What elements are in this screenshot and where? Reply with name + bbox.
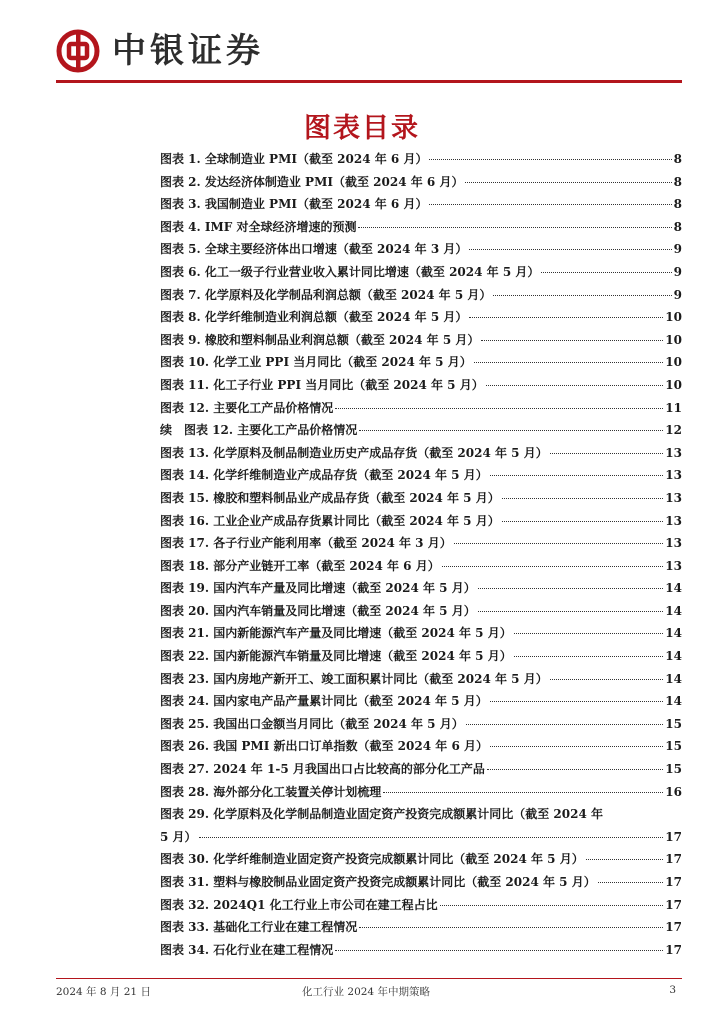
toc-entry-title: 图表 7. 化学原料及化学制品利润总额（截至 2024 年 5 月） (160, 287, 492, 302)
footer-divider (56, 978, 682, 979)
toc-dot-leader (442, 566, 664, 567)
toc-dot-leader (359, 927, 663, 928)
toc-dot-leader (486, 385, 664, 386)
toc-entry-title: 图表 6. 化工一级子行业营业收入累计同比增速（截至 2024 年 5 月） (160, 264, 540, 279)
toc-page-number: 10 (665, 377, 682, 392)
toc-entry[interactable] (160, 489, 682, 512)
brand-name: 中银证券 (112, 31, 264, 71)
toc-entry-title: 图表 33. 基础化工行业在建工程情况 (160, 920, 358, 935)
toc-page-number: 17 (665, 897, 682, 912)
toc-dot-leader (514, 633, 664, 634)
toc-entry[interactable] (160, 173, 682, 196)
toc-entry-title: 图表 28. 海外部分化工装置关停计划梳理 (160, 784, 382, 799)
toc-page-number: 8 (673, 152, 682, 166)
toc-page-number: 15 (665, 739, 682, 754)
toc-entry[interactable] (160, 308, 682, 331)
toc-entry[interactable] (160, 760, 682, 783)
toc-dot-leader (358, 227, 671, 228)
toc-page-number: 17 (665, 829, 682, 844)
toc-page-number: 13 (665, 558, 682, 573)
toc-entry-title: 图表 12. 主要化工产品价格情况 (160, 400, 334, 415)
page-title: 图表目录 (304, 113, 420, 144)
toc-dot-leader (502, 498, 664, 499)
toc-entry-title: 图表 27. 2024 年 1-5 月我国出口占比较高的部分化工产品 (160, 762, 485, 777)
toc-dot-leader (454, 543, 664, 544)
toc-dot-leader (481, 340, 663, 341)
toc-page-number: 15 (665, 762, 682, 777)
toc-entry-title: 图表 20. 国内汽车销量及同比增速（截至 2024 年 5 月） (160, 603, 476, 618)
toc-entry-title: 图表 25. 我国出口金额当月同比（截至 2024 年 5 月） (160, 716, 464, 731)
toc-entry[interactable] (160, 579, 682, 602)
toc-page-number: 14 (665, 671, 682, 686)
toc-dot-leader (469, 317, 663, 318)
toc-entry[interactable] (160, 557, 682, 580)
toc-entry[interactable] (160, 444, 682, 467)
toc-entry[interactable] (160, 534, 682, 557)
toc-entry-title: 图表 11. 化工子行业 PPI 当月同比（截至 2024 年 5 月） (160, 377, 484, 392)
toc-entry[interactable] (160, 918, 682, 941)
toc-entry[interactable] (160, 240, 682, 263)
toc-entry-title: 图表 2. 发达经济体制造业 PMI（截至 2024 年 6 月） (160, 174, 464, 189)
toc-page-number: 13 (665, 490, 682, 505)
toc-dot-leader (478, 611, 664, 612)
toc-page-number: 8 (673, 219, 682, 234)
toc-page-number: 13 (665, 468, 682, 483)
toc-entry[interactable] (160, 263, 682, 286)
toc-entry-title: 图表 23. 国内房地产新开工、竣工面积累计同比（截至 2024 年 5 月） (160, 671, 548, 686)
toc-entry-title: 图表 30. 化学纤维制造业固定资产投资完成额累计同比（截至 2024 年 5 月） (160, 852, 584, 867)
toc-dot-leader (478, 588, 664, 589)
header-divider (56, 80, 682, 83)
toc-entry[interactable] (160, 602, 682, 625)
footer-page-number: 3 (669, 984, 676, 996)
toc-entry[interactable] (160, 896, 682, 919)
toc-page-number: 11 (665, 400, 682, 415)
toc-page-number: 8 (673, 174, 682, 189)
toc-entry[interactable] (160, 399, 682, 422)
bank-of-china-logo-icon (56, 29, 100, 73)
toc-dot-leader (469, 249, 671, 250)
toc-dot-leader (598, 882, 664, 883)
toc-entry[interactable] (160, 466, 682, 489)
table-of-figures (160, 150, 682, 963)
toc-dot-leader (429, 159, 671, 160)
toc-page-number: 16 (665, 784, 682, 799)
toc-dot-leader (490, 475, 664, 476)
footer-date: 2024 年 8 月 21 日 (56, 986, 151, 998)
toc-entry[interactable] (160, 421, 682, 444)
toc-entry[interactable] (160, 218, 682, 241)
toc-dot-leader (335, 408, 663, 409)
toc-page-number: 17 (665, 920, 682, 935)
toc-dot-leader (429, 204, 671, 205)
toc-page-number: 15 (665, 716, 682, 731)
toc-entry[interactable] (160, 737, 682, 760)
toc-dot-leader (383, 792, 663, 793)
toc-page-number: 9 (673, 264, 682, 279)
toc-dot-leader (541, 272, 671, 273)
toc-dot-leader (550, 679, 664, 680)
toc-entry[interactable] (160, 150, 682, 173)
toc-entry-title: 图表 13. 化学原料及制品制造业历史产成品存货（截至 2024 年 5 月） (160, 445, 548, 460)
toc-entry[interactable] (160, 647, 682, 670)
toc-entry-title: 图表 32. 2024Q1 化工行业上市公司在建工程占比 (160, 897, 438, 912)
toc-entry[interactable] (160, 376, 682, 399)
toc-page-number: 14 (665, 581, 682, 596)
toc-dot-leader (514, 656, 664, 657)
toc-entry-title: 图表 21. 国内新能源汽车产量及同比增速（截至 2024 年 5 月） (160, 626, 512, 641)
footer-report-title: 化工行业 2024 年中期策略 (302, 986, 430, 998)
toc-entry-title: 图表 4. IMF 对全球经济增速的预测 (160, 219, 357, 234)
toc-page-number: 17 (665, 852, 682, 867)
toc-entry[interactable] (160, 850, 682, 873)
toc-page-number: 14 (665, 694, 682, 709)
toc-entry-title: 图表 17. 各子行业产能利用率（截至 2024 年 3 月） (160, 536, 452, 551)
toc-dot-leader (502, 521, 664, 522)
toc-page-number: 9 (673, 242, 682, 257)
toc-page-number: 17 (665, 942, 682, 957)
toc-entry-title: 图表 19. 国内汽车产量及同比增速（截至 2024 年 5 月） (160, 581, 476, 596)
toc-entry[interactable] (160, 195, 682, 218)
toc-entry-wrapped[interactable] (160, 805, 682, 850)
toc-dot-leader (465, 182, 671, 183)
toc-entry-title: 图表 5. 全球主要经济体出口增速（截至 2024 年 3 月） (160, 242, 468, 257)
toc-entry-title: 图表 9. 橡胶和塑料制品业利润总额（截至 2024 年 5 月） (160, 332, 480, 347)
toc-page-number: 17 (665, 875, 682, 889)
toc-entry[interactable] (160, 941, 682, 964)
toc-page-number: 14 (665, 626, 682, 641)
toc-entry-title: 图表 8. 化学纤维制造业利润总额（截至 2024 年 5 月） (160, 310, 468, 325)
toc-page-number: 13 (665, 445, 682, 460)
toc-dot-leader (490, 701, 664, 702)
toc-dot-leader (474, 362, 664, 363)
toc-page-number: 8 (673, 197, 682, 212)
toc-dot-leader (440, 905, 664, 906)
toc-entry-title: 图表 24. 国内家电产品产量累计同比（截至 2024 年 5 月） (160, 694, 488, 709)
toc-dot-leader (359, 430, 663, 431)
toc-dot-leader (493, 295, 671, 296)
toc-entry[interactable] (160, 715, 682, 738)
toc-dot-leader (550, 453, 664, 454)
toc-entry-title: 图表 34. 石化行业在建工程情况 (160, 942, 334, 957)
toc-entry-title: 图表 3. 我国制造业 PMI（截至 2024 年 6 月） (160, 197, 428, 212)
toc-entry-title: 图表 10. 化学工业 PPI 当月同比（截至 2024 年 5 月） (160, 355, 472, 370)
toc-entry[interactable] (160, 286, 682, 309)
toc-page-number: 10 (665, 355, 682, 370)
toc-entry-title: 图表 29. 化学原料及化学制品制造业固定资产投资完成额累计同比（截至 2024 年 (160, 807, 603, 822)
toc-entry[interactable] (160, 692, 682, 715)
toc-page-number: 13 (665, 513, 682, 528)
toc-entry[interactable] (160, 670, 682, 693)
toc-entry-title-continued: 5 月） (160, 829, 197, 844)
toc-entry[interactable] (160, 624, 682, 647)
toc-entry[interactable] (160, 783, 682, 806)
report-header (56, 26, 264, 76)
toc-entry[interactable] (160, 331, 682, 354)
toc-entry-title: 图表 22. 国内新能源汽车销量及同比增速（截至 2024 年 5 月） (160, 649, 512, 664)
toc-page-number: 14 (665, 649, 682, 664)
toc-entry-title: 图表 16. 工业企业产成品存货累计同比（截至 2024 年 5 月） (160, 513, 500, 528)
toc-page-number: 9 (673, 287, 682, 302)
toc-dot-leader (586, 859, 664, 860)
toc-dot-leader (487, 769, 663, 770)
toc-entry-title: 图表 26. 我国 PMI 新出口订单指数（截至 2024 年 6 月） (160, 739, 488, 754)
toc-dot-leader (199, 837, 664, 838)
toc-entry-title: 续 图表 12. 主要化工产品价格情况 (160, 423, 358, 438)
toc-entry-title: 图表 14. 化学纤维制造业产成品存货（截至 2024 年 5 月） (160, 468, 488, 483)
toc-page-number: 10 (665, 332, 682, 347)
toc-entry[interactable] (160, 873, 682, 896)
toc-entry[interactable] (160, 512, 682, 535)
toc-entry-title: 图表 31. 塑料与橡胶制品业固定资产投资完成额累计同比（截至 2024 年 5 月） (160, 875, 596, 889)
toc-page-number: 14 (665, 603, 682, 618)
toc-entry[interactable] (160, 353, 682, 376)
toc-dot-leader (466, 724, 664, 725)
toc-entry-title: 图表 15. 橡胶和塑料制品业产成品存货（截至 2024 年 5 月） (160, 490, 500, 505)
toc-page-number: 13 (665, 536, 682, 551)
toc-page-number: 12 (665, 423, 682, 438)
toc-page-number: 10 (665, 310, 682, 325)
toc-dot-leader (335, 950, 663, 951)
toc-entry-title: 图表 1. 全球制造业 PMI（截至 2024 年 6 月） (160, 152, 428, 166)
toc-entry-title: 图表 18. 部分产业链开工率（截至 2024 年 6 月） (160, 558, 440, 573)
toc-dot-leader (490, 746, 663, 747)
